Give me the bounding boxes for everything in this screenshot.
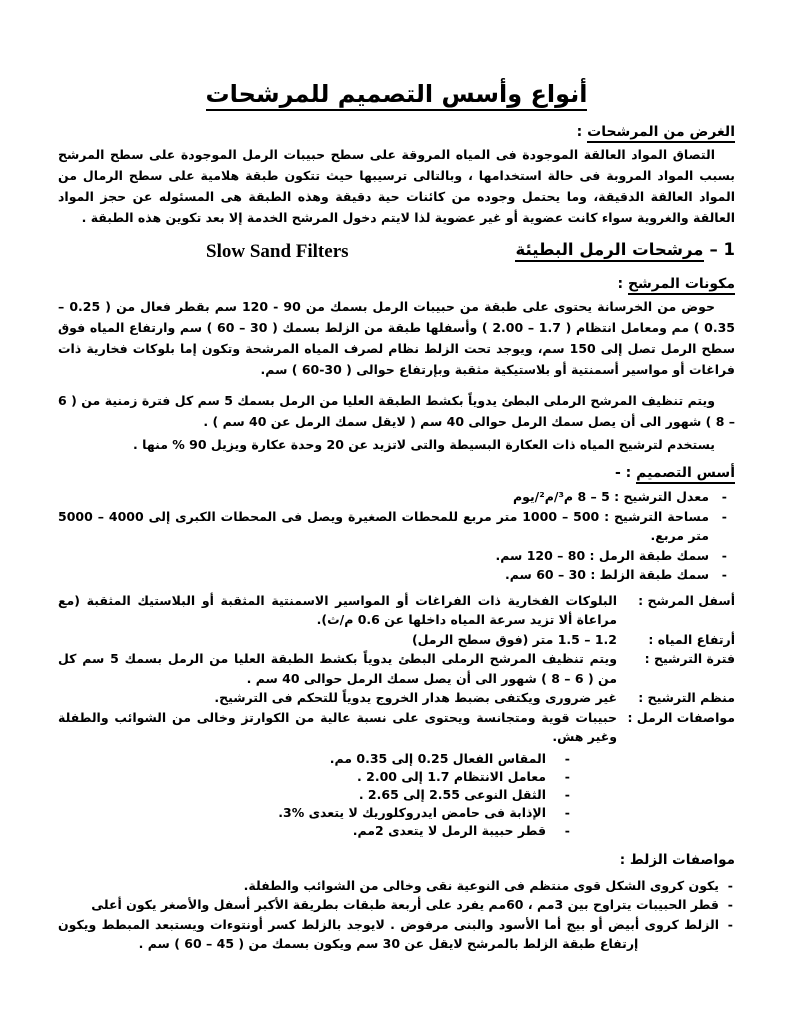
dash-marker: - [721,567,727,582]
section1-number: 1 – [709,240,735,259]
list-item [58,915,735,954]
purpose-heading [58,124,735,140]
list-item-text: الزلط كروى أبيض أو بيج أما الأسود والبنى مرفوض . لايوجد بالزلط كسر أونتوءات ويستبعد المبطط ويكون إرتفاع طبقة الزلط بالمرشح لايقل عن 30 سم ويكون بسمك من ( 45 – 60 ) سم . [58,916,719,951]
dash-marker: - [727,916,733,932]
detail-description: حبيبات قوية ومتجانسة ويحتوى على نسبة عالية من الكوارتز وخالى من الشوائب والطفلة وغير هش. [58,709,617,744]
components-heading-colon: : [617,276,628,292]
dash-marker: - [721,547,727,563]
section1-heading [58,240,735,266]
dash-marker: - [564,786,570,802]
list-item [58,768,570,786]
list-item [58,786,570,804]
section1-title-arabic: مرشحات الرمل البطيئة [515,240,703,262]
list-item-text: معدل الترشيح : 5 – 8 م³/م²/يوم [512,489,709,504]
dash-marker: - [564,822,570,838]
list-item [58,750,570,768]
dash-marker: - [721,489,727,504]
filter-detail-rows [58,591,735,747]
detail-row [58,649,735,688]
list-item [58,895,735,915]
detail-term: مواصفات الرمل : [627,709,735,725]
components-paragraph-3: يستخدم لترشيح المياه ذات العكارة البسيطة والتى لاتزيد عن 20 وحدة عكارة ويزيل 90 % منها . [133,437,715,452]
gravel-specs-heading-colon: : [619,851,630,868]
page-title-text: أنواع وأسس التصميم للمرشحات [206,80,588,111]
components-paragraph-1: حوض من الخرسانة يحتوى على طبقة من حبيبات الرمل بسمك من 90 - 120 سم بقطر فعال من ( 0.25 – 0.35 ) مم ومعامل انتظام ( 1.7 – 2.00 ) وأسفلها طبقة من الزلط بسمك ( 30 – 60 ) سم وارتفاع المياه فوق سطح الرمل تصل إلى 150 سم، ويوجد تحت الزلط نظام لصرف المياه المرشحة وتكون إما بلوكات فخارية ذات فراغات أو مواسير أسمنتية أو بلاستيكية مثقبة وبإرتفاع حوالى ( 30-60 ) سم. [58,299,735,377]
detail-term: منظم الترشيح : [638,690,735,705]
list-item [58,565,735,585]
detail-term: أرتفاع المياه : [648,631,735,647]
design-basis-heading-text: أسس التصميم [636,465,735,484]
list-item-text: يكون كروى الشكل قوى منتظم فى النوعية نقى وخالى من الشوائب والطفلة. [243,877,719,893]
detail-row [58,688,735,708]
gravel-specs-heading [58,852,735,868]
detail-description: ويتم تنظيف المرشح الرملى البطئ يدوياً بكشط الطبقة العليا من الرمل بسمك 5 سم كل من ( 6 – 8 ) شهور الى أن يصل سمك الرمل حوالى 40 سم . [58,651,617,686]
gravel-specs-heading-text: مواصفات الزلط [629,851,735,868]
detail-description: غير ضرورى ويكتفى بضبط هدار الخروج يدوياً للتحكم فى الترشيح. [214,690,617,705]
sand-spec-list [58,750,570,840]
design-basis-heading [58,465,735,481]
detail-description: 1.2 – 1.5 متر (فوق سطح الرمل) [411,631,617,647]
dash-marker: - [564,768,570,784]
components-heading [58,276,735,292]
page-title [58,80,735,108]
list-item-text: المقاس الفعال 0.25 إلى 0.35 مم. [329,750,546,766]
list-item [58,507,735,546]
gravel-spec-list [58,876,735,954]
design-basis-list [58,487,735,585]
dash-marker: - [564,804,570,820]
purpose-heading-colon: : [576,124,588,140]
list-item [58,804,570,822]
dash-marker: - [721,508,727,524]
list-item-text: سمك طبقة الزلط : 30 – 60 سم. [505,567,709,582]
dash-marker: - [564,750,570,766]
list-item-text: الثقل النوعى 2.55 إلى 2.65 . [358,786,546,802]
list-item-text: الإذابة فى حامض ايدروكلوريك لا يتعدى %3. [278,804,546,820]
components-paragraph-2: ويتم تنظيف المرشح الرملى البطئ يدوياً بكشط الطبقة العليا من الرمل بسمك 5 سم كل فترة زمنية من ( 6 – 8 ) شهور الى أن يصل سمك الرمل حوالى 40 سم ( لايقل سمك الرمل عن 40 سم ) . [58,393,735,429]
detail-term: فترة الترشيح : [644,651,735,666]
list-item-text: معامل الانتظام 1.7 إلى 2.00 . [357,768,546,784]
detail-row [58,591,735,630]
components-heading-text: مكونات المرشح [628,276,735,295]
design-basis-heading-suffix: : - [614,465,637,481]
purpose-paragraph: التصاق المواد العالقة الموجودة فى المياه المروقة على سطح حبيبات الرمل الموجودة على سطح المرشح بسبب المواد المروبة فى حالة استخدامها ، وبالتالى ترسيبها حيث تتكون طبقة هلامية على سطح الرمال من المواد العالقة الدقيقة، وما يحتمل وجوده من كائنات حية دقيقة وهذه الطبقة هى المسئوله عن حجز المواد العالقة والغروية سواء كانت عضوية أو غير عضوية لذا لايتم دخول المرشح الخدمة إلا بعد تكوين هذه الطبقة . [58,147,735,225]
detail-row [58,708,735,747]
list-item [58,487,735,507]
detail-row [58,630,735,650]
list-item [58,822,570,840]
list-item [58,546,735,566]
detail-description: البلوكات الفخارية ذات الفراغات أو المواسير الاسمنتية المثقبة أو البلاستيك المثقبة (مع مراعاة ألا تزيد سرعة المياه داخلها عن 0.6 م/ث). [58,592,617,627]
list-item-text: قطر حبيبة الرمل لا يتعدى 2مم. [352,822,546,838]
dash-marker: - [727,877,733,893]
list-item-text: مساحة الترشيح : 500 – 1000 متر مربع للمحطات الصغيرة ويصل فى المحطات الكبرى إلى 4000 – 5000 متر مربع. [58,508,709,543]
detail-term: أسفل المرشح : [638,592,735,608]
list-item [58,876,735,896]
dash-marker: - [727,897,733,912]
section1-title-english: Slow Sand Filters [206,241,349,262]
list-item-text: قطر الحبيبات يتراوح بين 3مم ، 60مم يفرد على أربعة طبقات بطريقة الأكبر أسفل والأصغر يكون أعلى [91,897,719,912]
list-item-text: سمك طبقة الرمل : 80 – 120 سم. [495,547,709,563]
purpose-heading-text: الغرض من المرشحات [587,124,735,143]
